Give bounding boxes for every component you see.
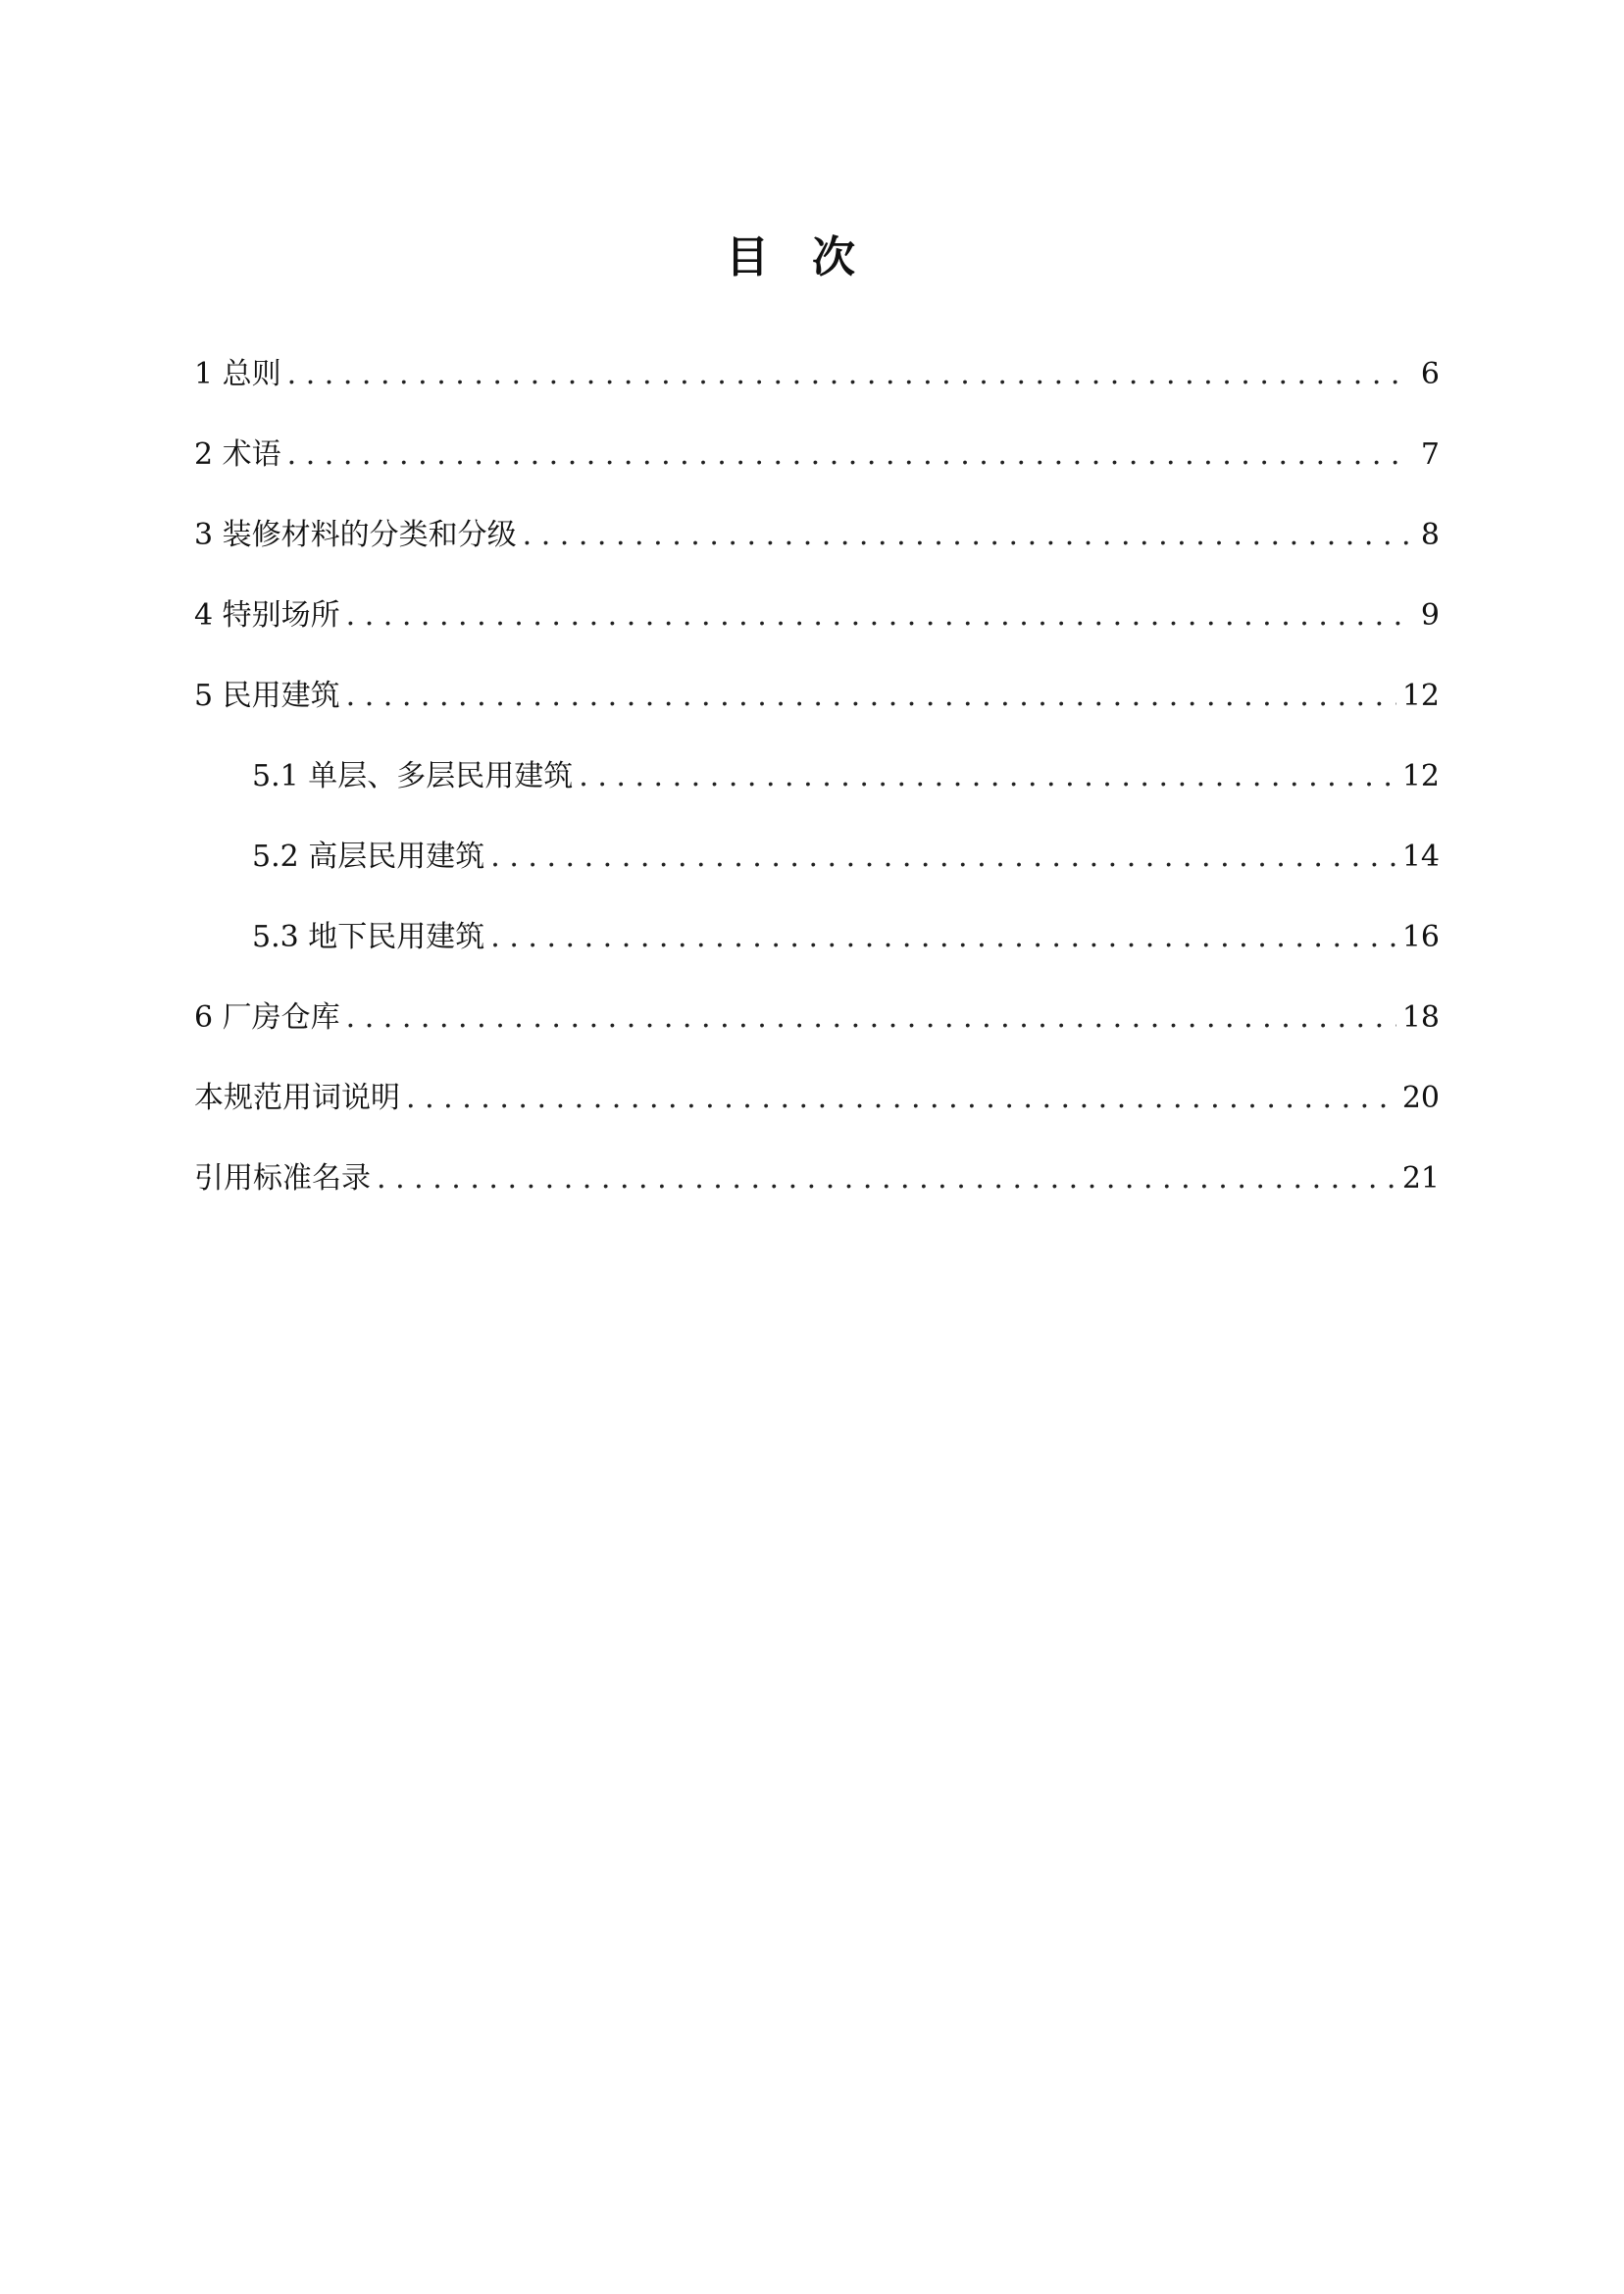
toc-entry[interactable] [194, 586, 1440, 667]
toc-dot-leader [287, 345, 1410, 404]
toc-entry[interactable] [194, 989, 1440, 1069]
toc-entry-label: 2 术语 [194, 437, 281, 472]
toc-entry-page: 16 [1401, 920, 1440, 954]
toc-entry-page: 18 [1401, 1000, 1440, 1035]
table-of-contents [194, 345, 1440, 1230]
toc-dot-leader [490, 828, 1396, 887]
toc-subentry[interactable] [194, 828, 1440, 908]
toc-entry-page: 12 [1401, 679, 1440, 713]
toc-dot-leader [377, 1149, 1396, 1208]
toc-dot-leader [490, 908, 1396, 967]
toc-subentry[interactable] [194, 747, 1440, 828]
toc-entry[interactable] [194, 345, 1440, 426]
toc-entry-page: 21 [1401, 1161, 1440, 1196]
toc-entry-label: 5.1 单层、多层民用建筑 [252, 759, 574, 793]
toc-entry-page: 20 [1401, 1081, 1440, 1115]
toc-entry-page: 9 [1420, 598, 1440, 633]
toc-dot-leader [346, 586, 1410, 645]
toc-dot-leader [287, 426, 1410, 484]
toc-entry-label: 5.2 高层民用建筑 [252, 840, 485, 874]
toc-dot-leader [406, 1069, 1396, 1128]
toc-dot-leader [346, 667, 1396, 726]
toc-entry-label: 1 总则 [194, 357, 281, 391]
toc-entry[interactable] [194, 1149, 1440, 1230]
toc-entry-label: 3 装修材料的分类和分级 [194, 518, 517, 552]
toc-entry-label: 6 厂房仓库 [194, 1000, 340, 1035]
toc-entry[interactable] [194, 506, 1440, 586]
toc-dot-leader [579, 747, 1396, 806]
toc-entry-label: 5 民用建筑 [194, 679, 340, 713]
toc-entry-label: 5.3 地下民用建筑 [252, 920, 485, 954]
toc-entry-page: 8 [1420, 518, 1440, 552]
toc-entry-page: 12 [1401, 759, 1440, 793]
toc-subentry[interactable] [194, 908, 1440, 989]
toc-entry[interactable] [194, 1069, 1440, 1149]
toc-entry-page: 6 [1420, 357, 1440, 391]
toc-dot-leader [346, 989, 1396, 1047]
page-title: 目次 [726, 232, 898, 283]
toc-entry-label: 4 特别场所 [194, 598, 340, 633]
toc-entry-label: 引用标准名录 [194, 1161, 371, 1196]
toc-dot-leader [523, 506, 1410, 565]
toc-entry[interactable] [194, 667, 1440, 747]
toc-entry-label: 本规范用词说明 [194, 1081, 400, 1115]
toc-entry-page: 14 [1401, 840, 1440, 874]
toc-entry-page: 7 [1420, 437, 1440, 472]
toc-entry[interactable] [194, 426, 1440, 506]
